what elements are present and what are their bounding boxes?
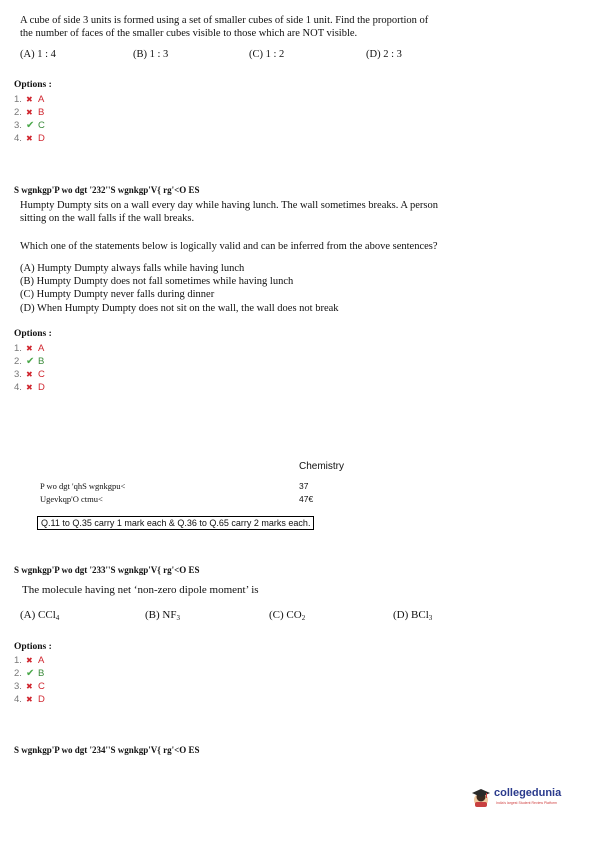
q2-options-label: Options : [14, 329, 52, 339]
q3-options-label: Options : [14, 642, 52, 652]
brand-tagline: India's largest Student Review Platform [496, 801, 557, 805]
answer-number: 2. [14, 107, 22, 118]
answer-number: 4. [14, 133, 22, 144]
q1-line-1: A cube of side 3 units is formed using a set of smaller cubes of side 1 unit. Find the proportion of [20, 15, 429, 26]
answer-row [14, 667, 45, 680]
q1-option-c: (C) 1 : 2 [249, 49, 285, 60]
answer-number: 3. [14, 369, 22, 380]
q3-option-a [20, 609, 59, 622]
answer-row [14, 132, 45, 145]
section-subject: Chemistry [299, 461, 345, 472]
section-marks: 47€ [299, 494, 314, 504]
q1-answers [14, 93, 45, 145]
answer-number: 3. [14, 120, 22, 131]
answer-number: 2. [14, 356, 22, 367]
section-question-count-label: P wo dgt 'qhS wgnkgpu< [40, 481, 126, 491]
q2-statement-d: (D) When Humpty Dumpty does not sit on the wall, the wall does not break [20, 303, 339, 314]
cross-icon: ✖ [26, 656, 33, 665]
answer-label: C [38, 369, 45, 380]
q2-answers [14, 342, 45, 394]
cross-icon: ✖ [26, 108, 33, 117]
option-text: (A) CCl [20, 609, 56, 621]
check-icon: ✔ [26, 120, 35, 131]
q2-statement-c: (C) Humpty Dumpty never falls during dinner [20, 289, 215, 300]
q2-statement-b: (B) Humpty Dumpty does not fall sometimes while having lunch [20, 276, 294, 287]
graduate-avatar-icon [470, 786, 492, 808]
cross-icon: ✖ [26, 95, 33, 104]
q3-option-d [393, 609, 432, 622]
answer-label: C [38, 681, 45, 692]
option-text: (D) BCl [393, 609, 429, 621]
answer-number: 3. [14, 681, 22, 692]
section-marks-label: Ugevkqp'O ctmu< [40, 494, 103, 504]
cross-icon: ✖ [26, 370, 33, 379]
answer-label: D [38, 382, 45, 393]
option-text: (C) CO [269, 609, 302, 621]
answer-label: A [38, 655, 45, 666]
answer-label: B [38, 356, 45, 367]
cross-icon: ✖ [26, 383, 33, 392]
q4-header: S wgnkgp'P wo dgt '234''S wgnkgp'V{ rg'<O ES [14, 745, 200, 755]
answer-number: 4. [14, 382, 22, 393]
q3-option-c [269, 609, 305, 622]
answer-row [14, 654, 45, 667]
answer-number: 1. [14, 655, 22, 666]
q1-option-b: (B) 1 : 3 [133, 49, 169, 60]
brand-logo [470, 783, 580, 813]
marks-note-box: Q.11 to Q.35 carry 1 mark each & Q.36 to Q.65 carry 2 marks each. [37, 516, 314, 530]
answer-row [14, 368, 45, 381]
q1-option-a: (A) 1 : 4 [20, 49, 56, 60]
option-subscript: 3 [176, 614, 180, 622]
q3-answers [14, 654, 45, 706]
q2-line-1: Humpty Dumpty sits on a wall every day while having lunch. The wall sometimes breaks. A person [20, 200, 438, 211]
q2-question: Which one of the statements below is logically valid and can be inferred from the above sentences? [20, 241, 438, 252]
q3-question: The molecule having net ‘non-zero dipole moment’ is [22, 584, 259, 596]
check-icon: ✔ [26, 356, 35, 367]
q1-options-label: Options : [14, 80, 52, 90]
cross-icon: ✖ [26, 695, 33, 704]
q1-option-d: (D) 2 : 3 [366, 49, 402, 60]
q3-header: S wgnkgp'P wo dgt '233''S wgnkgp'V{ rg'<O ES [14, 565, 200, 575]
q3-option-b [145, 609, 180, 622]
answer-row [14, 119, 45, 132]
option-subscript: 4 [55, 614, 60, 622]
answer-label: D [38, 694, 45, 705]
answer-row [14, 680, 45, 693]
answer-label: A [38, 94, 45, 105]
option-subscript: 2 [301, 614, 306, 622]
answer-row [14, 93, 45, 106]
answer-number: 2. [14, 668, 22, 679]
q2-statement-a: (A) Humpty Dumpty always falls while having lunch [20, 263, 245, 274]
answer-label: C [38, 120, 45, 131]
option-text: (B) NF [145, 609, 177, 621]
q2-line-2: sitting on the wall falls if the wall breaks. [20, 213, 195, 224]
answer-number: 1. [14, 94, 22, 105]
answer-label: B [38, 107, 45, 118]
answer-label: A [38, 343, 45, 354]
cross-icon: ✖ [26, 344, 33, 353]
answer-number: 4. [14, 694, 22, 705]
cross-icon: ✖ [26, 134, 33, 143]
q2-header: S wgnkgp'P wo dgt '232''S wgnkgp'V{ rg'<O ES [14, 185, 200, 195]
option-subscript: 3 [428, 614, 433, 622]
answer-number: 1. [14, 343, 22, 354]
answer-row [14, 381, 45, 394]
answer-row [14, 355, 45, 368]
answer-row [14, 342, 45, 355]
answer-label: B [38, 668, 45, 679]
brand-name: collegedunia [494, 787, 562, 799]
answer-row [14, 106, 45, 119]
answer-label: D [38, 133, 45, 144]
answer-row [14, 693, 45, 706]
check-icon: ✔ [26, 668, 35, 679]
q1-line-2: the number of faces of the smaller cubes visible to those which are NOT visible. [20, 28, 358, 39]
cross-icon: ✖ [26, 682, 33, 691]
section-question-count: 37 [299, 481, 309, 491]
